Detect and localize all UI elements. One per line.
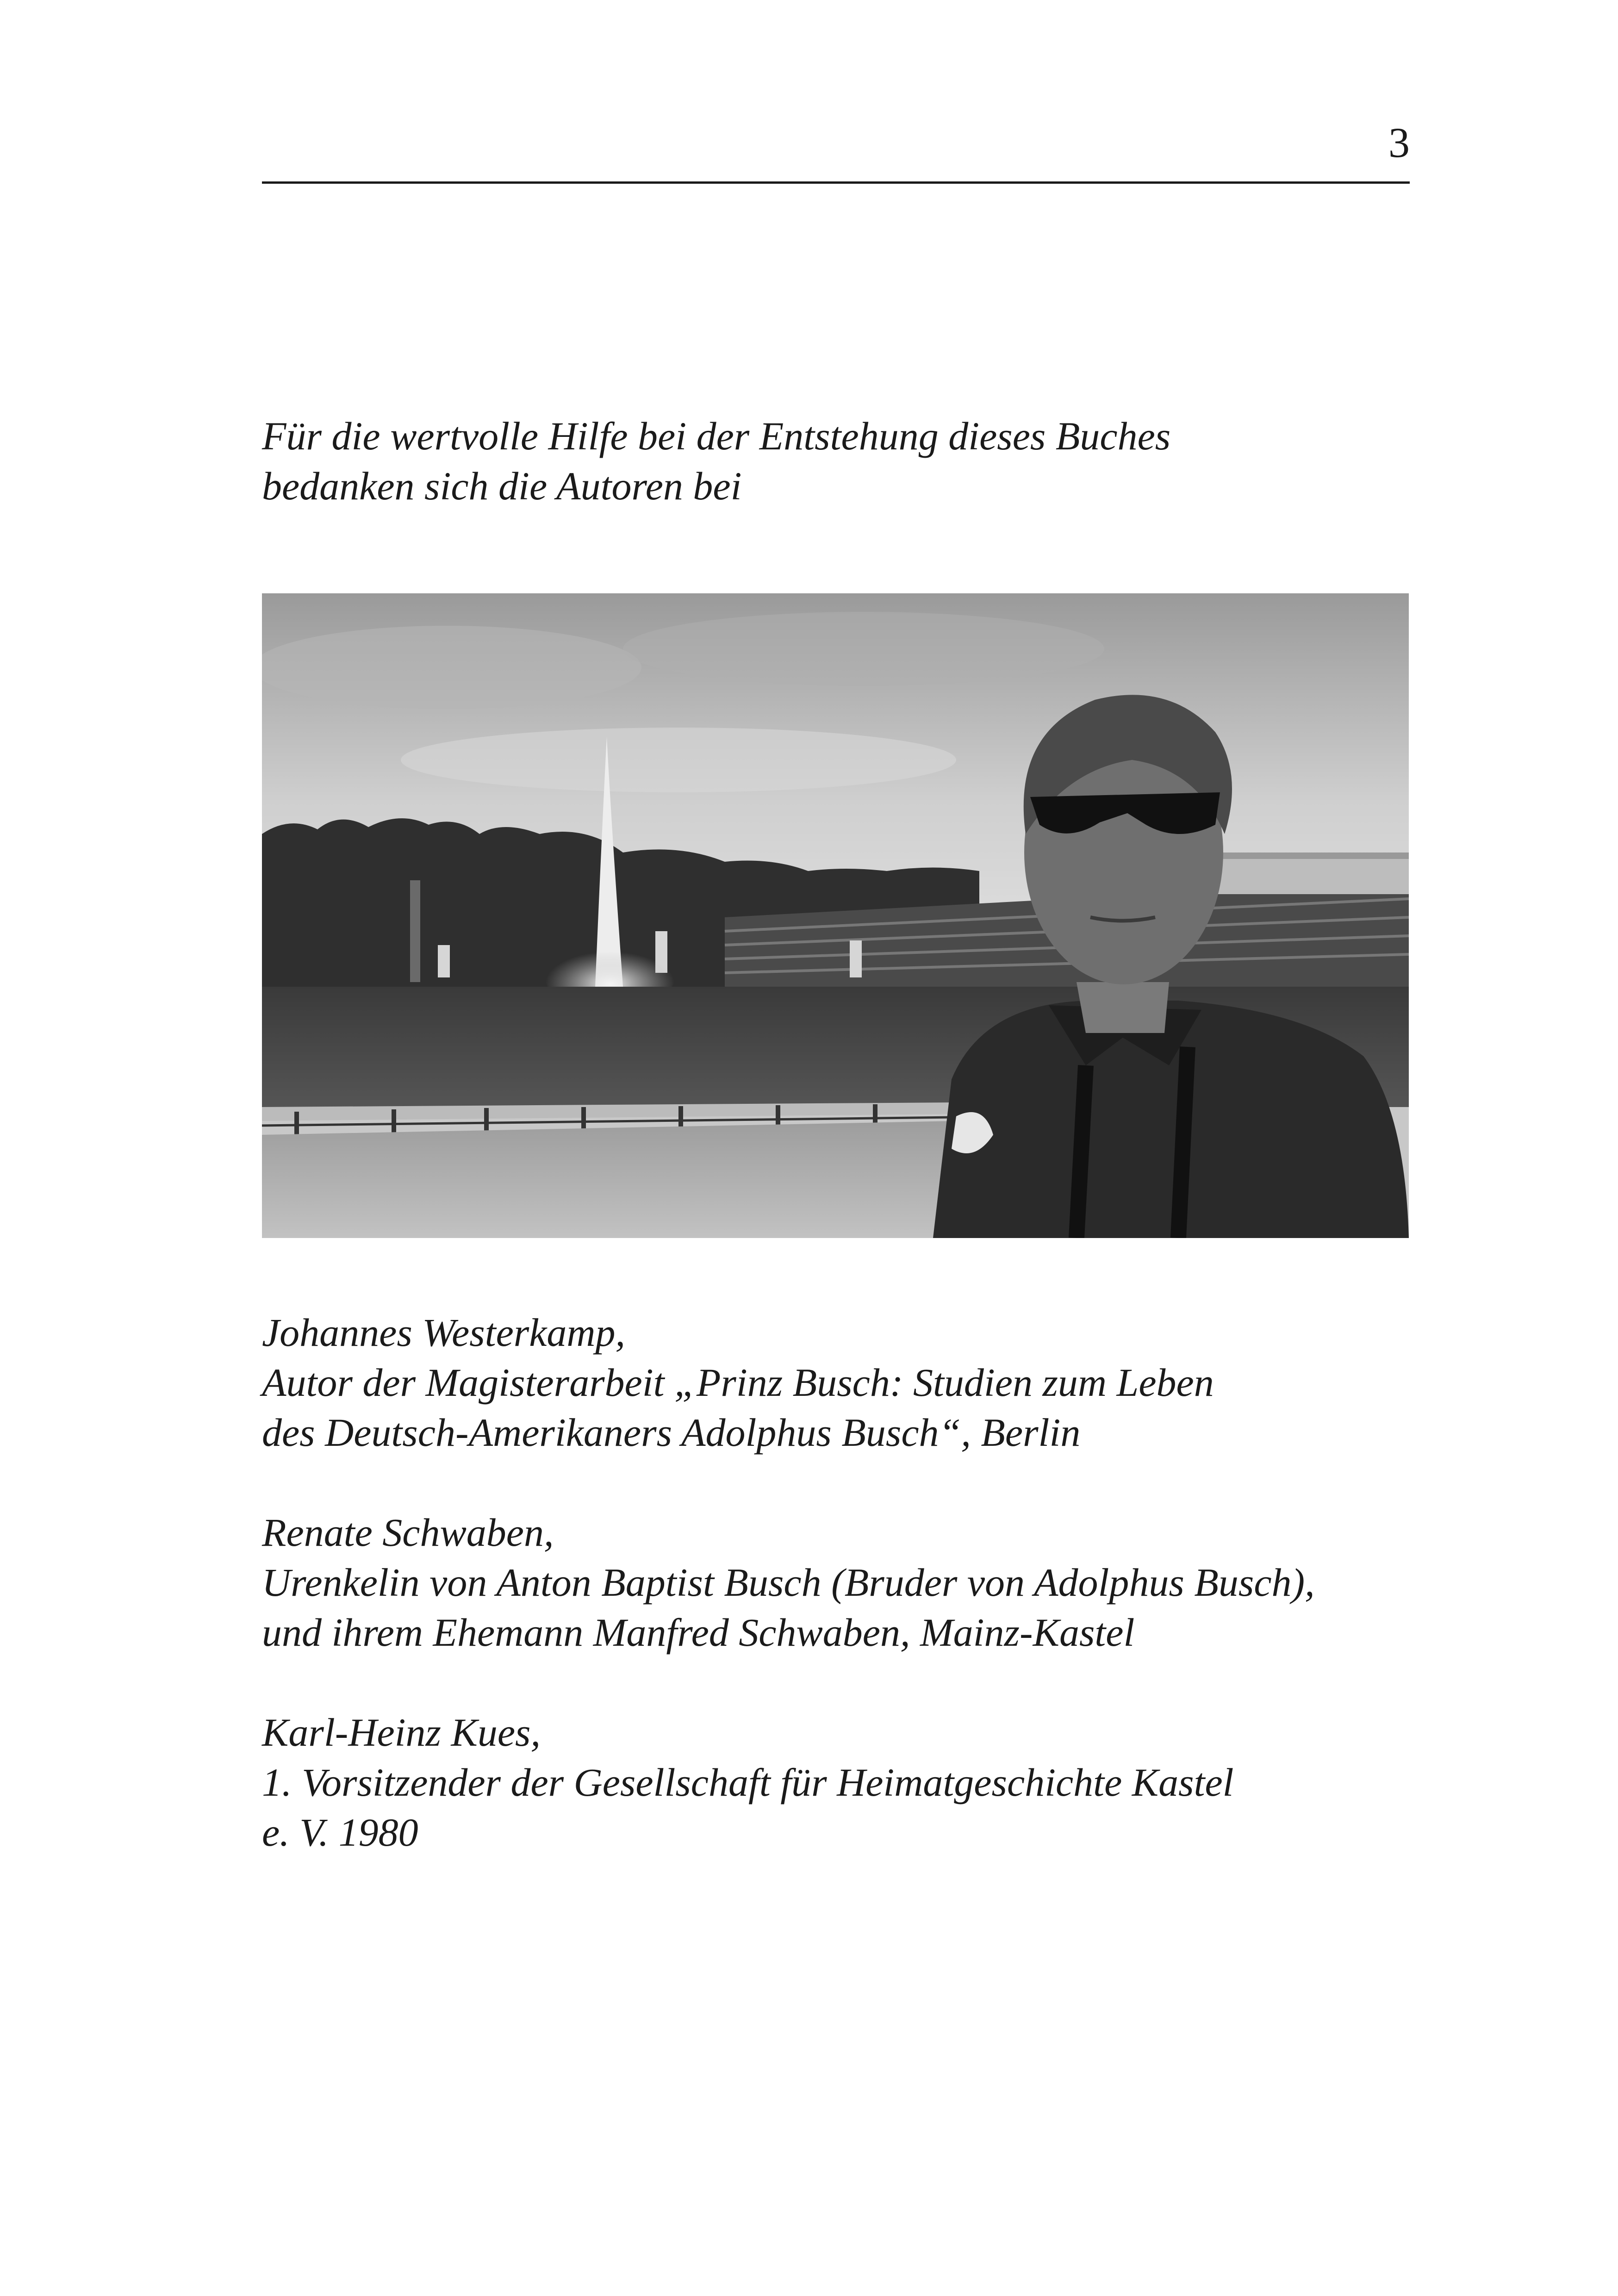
entry-line: Autor der Magisterarbeit „Prinz Busch: Studien zum Leben <box>262 1360 1214 1405</box>
entry-name: Johannes Westerkamp, <box>262 1310 626 1355</box>
acknowledgements-list <box>262 1307 1465 1907</box>
page-number: 3 <box>1388 119 1410 166</box>
entry-line: e. V. 1980 <box>262 1810 418 1854</box>
intro-line: bedanken sich die Autoren bei <box>262 464 742 508</box>
dedication-intro <box>262 411 1419 511</box>
entry-line: und ihrem Ehemann Manfred Schwaben, Mainz-Kastel <box>262 1610 1135 1655</box>
entry-line: des Deutsch-Amerikaners Adolphus Busch“, Berlin <box>262 1410 1081 1455</box>
entry-line: 1. Vorsitzender der Gesellschaft für Heimatgeschichte Kastel <box>262 1760 1234 1804</box>
intro-line: Für die wertvolle Hilfe bei der Entstehung dieses Buches <box>262 414 1171 458</box>
acknowledgement-entry <box>262 1307 1465 1457</box>
acknowledgement-entry <box>262 1707 1465 1857</box>
entry-name: Karl-Heinz Kues, <box>262 1710 541 1755</box>
photograph <box>262 593 1409 1238</box>
photograph-image <box>262 593 1409 1238</box>
acknowledgement-entry <box>262 1507 1465 1657</box>
entry-name: Renate Schwaben, <box>262 1510 554 1555</box>
header-rule <box>262 181 1410 184</box>
entry-line: Urenkelin von Anton Baptist Busch (Bruder von Adolphus Busch), <box>262 1560 1315 1605</box>
